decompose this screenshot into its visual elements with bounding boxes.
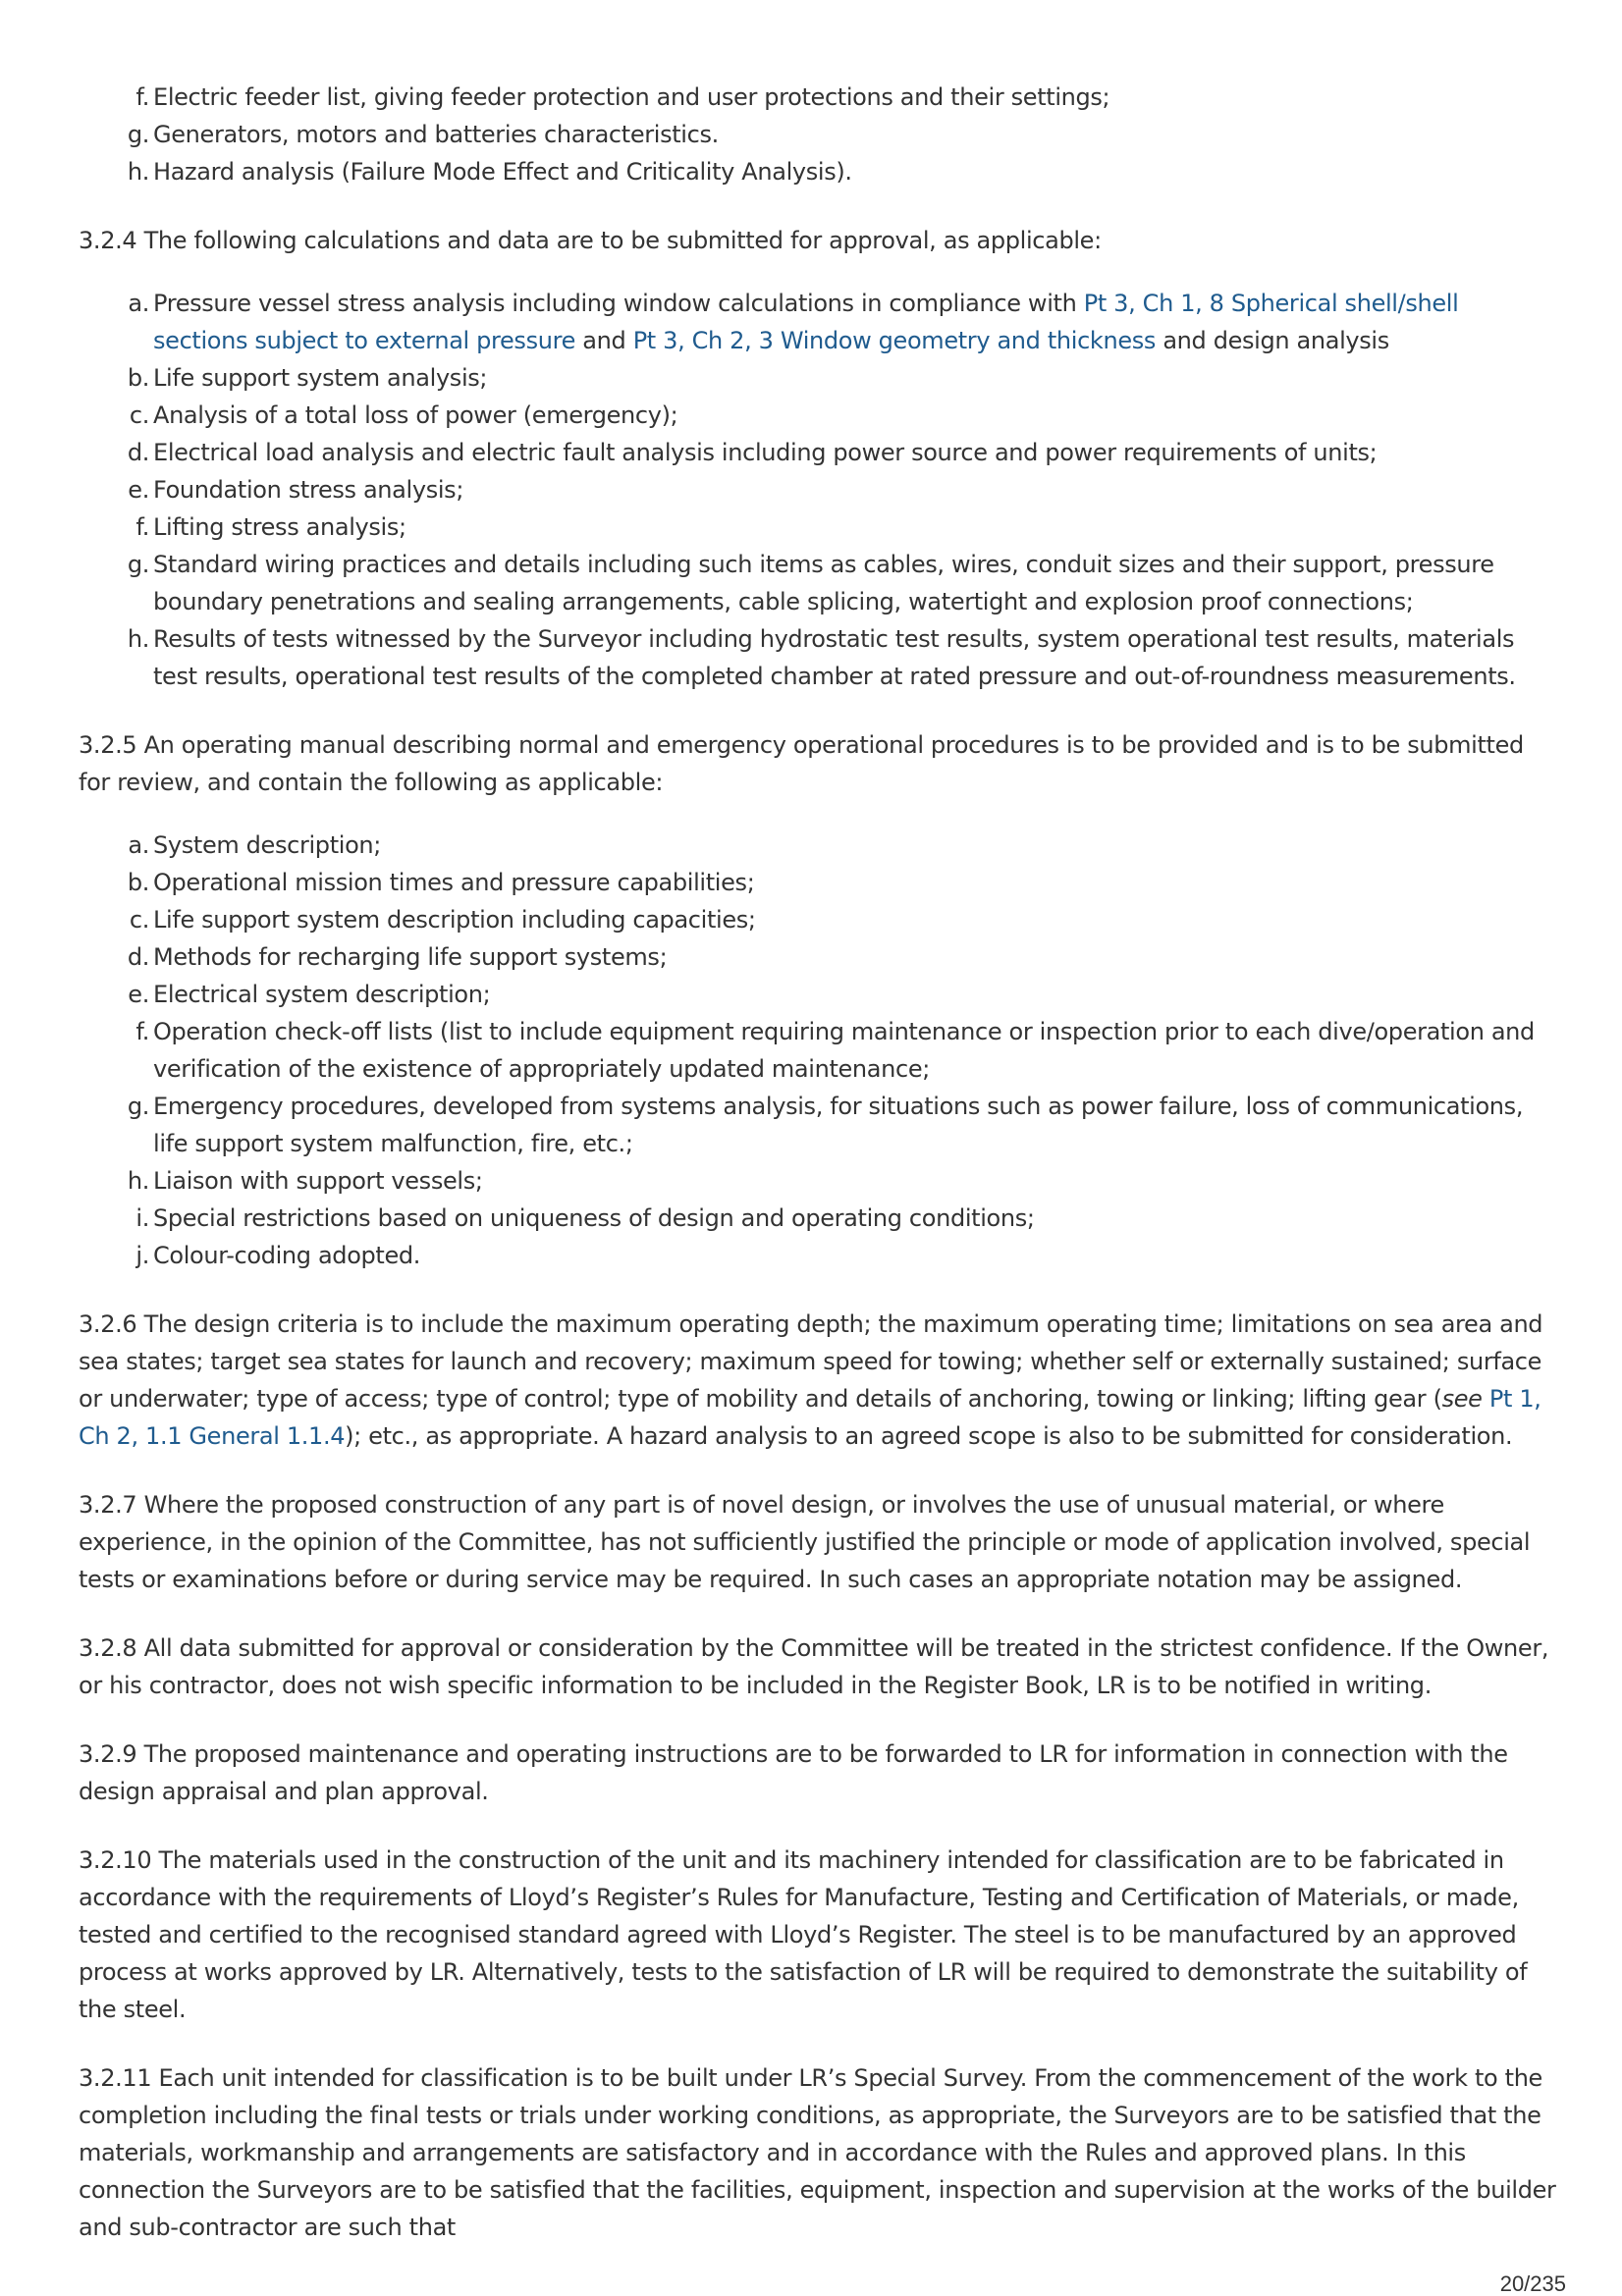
list-item <box>79 1200 1556 1237</box>
link-pt3-ch1-8[interactable]: Pt 3, Ch 1, 8 Spherical shell/shell sections subject to external pressure <box>153 290 1459 354</box>
list-3-2-5 <box>79 827 1556 1274</box>
list-item-text: Analysis of a total loss of power (emergency); <box>153 401 678 429</box>
list-item <box>79 359 1556 397</box>
paragraph-3-2-10: 3.2.10 The materials used in the construction of the unit and its machinery intended for classification are to be fabricated in accordance with the requirements of Lloyd’s Register’s Rules for Manufacture, Testing and Certification of Materials, or made, tested and certified to the recognised standard agreed with Lloyd’s Register. The steel is to be manufactured by an approved process at works approved by LR. Alternatively, tests to the satisfaction of LR will be required to demonstrate the suitability of the steel. <box>79 1846 1528 2023</box>
list-marker: b. <box>127 869 149 896</box>
list-item-text: Special restrictions based on uniqueness of design and operating conditions; <box>153 1204 1035 1232</box>
list-marker: a. <box>128 831 149 859</box>
list-item-text: Lifting stress analysis; <box>153 513 406 541</box>
list-item <box>79 153 1556 190</box>
list-item <box>79 620 1556 695</box>
document-page <box>79 79 1556 2246</box>
list-item-text: Colour-coding adopted. <box>153 1242 421 1269</box>
list-item <box>79 901 1556 938</box>
list-item-text: Operation check-off lists (list to include equipment requiring maintenance or inspection prior to each dive/operation and verification of the existence of appropriately updated maintenance; <box>153 1018 1535 1083</box>
list-item <box>79 397 1556 434</box>
list-marker: h. <box>127 158 149 186</box>
list-item <box>79 938 1556 976</box>
list-item-text: Generators, motors and batteries characteristics. <box>153 121 719 148</box>
paragraph-3-2-6 <box>79 1306 1556 1455</box>
list-item-text: Life support system description including capacities; <box>153 906 756 934</box>
list-item-text: Emergency procedures, developed from systems analysis, for situations such as power failure, loss of communications, life support system malfunction, fire, etc.; <box>153 1093 1524 1157</box>
list-item <box>79 827 1556 864</box>
list-marker: i. <box>135 1204 149 1232</box>
list-item-text-post: and design analysis <box>1156 327 1389 354</box>
list-item-text: Life support system analysis; <box>153 364 488 392</box>
list-item-text: Results of tests witnessed by the Surveyor including hydrostatic test results, system operational test results, materials test results, operational test results of the completed chamber at rated pressure and out-of-roundness measurements. <box>153 625 1516 690</box>
list-item-text: Foundation stress analysis; <box>153 476 464 504</box>
list-item <box>79 1013 1556 1088</box>
list-item-text-mid: and <box>575 327 633 354</box>
paragraph-3-2-11: 3.2.11 Each unit intended for classification is to be built under LR’s Special Survey. From the commencement of the work to the completion including the final tests or trials under working conditions, as appropriate, the Surveyors are to be satisfied that the materials, workmanship and arrangements are satisfactory and in accordance with the Rules and approved plans. In this connection the Surveyors are to be satisfied that the facilities, equipment, inspection and supervision at the works of the builder and sub-contractor are such that <box>79 2064 1556 2241</box>
list-item <box>79 79 1556 116</box>
list-3-2-4 <box>79 285 1556 695</box>
link-pt1-ch2-1-1[interactable]: Pt 1, Ch 2, 1.1 General 1.1.4 <box>79 1385 1541 1450</box>
list-item <box>79 546 1556 620</box>
list-marker: c. <box>129 401 149 429</box>
list-marker: f. <box>135 1018 149 1045</box>
page-number: 20/235 <box>1499 2271 1566 2296</box>
list-marker: j. <box>135 1242 149 1269</box>
list-item-text: Operational mission times and pressure capabilities; <box>153 869 755 896</box>
list-item <box>79 864 1556 901</box>
link-pt3-ch2-3[interactable]: Pt 3, Ch 2, 3 Window geometry and thickness <box>632 327 1157 354</box>
paragraph-3-2-5: 3.2.5 An operating manual describing normal and emergency operational procedures is to be provided and is to be submitted for review, and contain the following as applicable: <box>79 731 1524 796</box>
list-marker: f. <box>135 513 149 541</box>
list-item <box>79 508 1556 546</box>
list-marker: g. <box>127 121 149 148</box>
list-item <box>79 1237 1556 1274</box>
list-marker: f. <box>135 83 149 111</box>
list-item <box>79 1162 1556 1200</box>
see-reference-label: see <box>1441 1385 1483 1413</box>
paragraph-text-pre: 3.2.6 The design criteria is to include the maximum operating depth; the maximum operating time; limitations on sea area and sea states; target sea states for launch and recovery; maximum speed for towing; whether self or externally sustained; surface or underwater; type of access; type of control; type of mobility and details of anchoring, towing or linking; lifting gear ( <box>79 1310 1543 1413</box>
list-item-text: Methods for recharging life support systems; <box>153 943 668 971</box>
list-marker: e. <box>128 981 149 1008</box>
list-item-text: Liaison with support vessels; <box>153 1167 483 1195</box>
paragraph-3-2-8: 3.2.8 All data submitted for approval or consideration by the Committee will be treated in the strictest confidence. If the Owner, or his contractor, does not wish specific information to be included in the Register Book, LR is to be notified in writing. <box>79 1634 1549 1699</box>
list-item <box>79 976 1556 1013</box>
list-marker: d. <box>127 439 149 466</box>
list-item-text: Standard wiring practices and details including such items as cables, wires, conduit sizes and their support, pressure boundary penetrations and sealing arrangements, cable splicing, watertight and explosion proof connections; <box>153 551 1494 615</box>
paragraph-text-post: ); etc., as appropriate. A hazard analysis to an agreed scope is also to be submitted for consideration. <box>345 1422 1513 1450</box>
paragraph-3-2-9: 3.2.9 The proposed maintenance and operating instructions are to be forwarded to LR for information in connection with the design appraisal and plan approval. <box>79 1740 1508 1805</box>
list-item-text: Hazard analysis (Failure Mode Effect and Criticality Analysis). <box>153 158 852 186</box>
list-marker: c. <box>129 906 149 934</box>
list-marker: d. <box>127 943 149 971</box>
list-item-text: Electric feeder list, giving feeder protection and user protections and their settings; <box>153 83 1110 111</box>
list-marker: e. <box>128 476 149 504</box>
list-previous-items <box>79 79 1556 190</box>
list-item-text: Electrical system description; <box>153 981 491 1008</box>
list-item-text-pre: Pressure vessel stress analysis including window calculations in compliance with <box>153 290 1084 317</box>
list-item <box>79 1088 1556 1162</box>
list-item <box>79 471 1556 508</box>
list-marker: h. <box>127 625 149 653</box>
list-item <box>79 116 1556 153</box>
paragraph-3-2-7: 3.2.7 Where the proposed construction of any part is of novel design, or involves the use of unusual material, or where experience, in the opinion of the Committee, has not sufficiently justified the principle or mode of application involved, special tests or examinations before or during service may be required. In such cases an appropriate notation may be assigned. <box>79 1491 1531 1593</box>
list-marker: h. <box>127 1167 149 1195</box>
list-marker: g. <box>127 551 149 578</box>
list-item-text: System description; <box>153 831 382 859</box>
list-marker: g. <box>127 1093 149 1120</box>
list-marker: b. <box>127 364 149 392</box>
list-item <box>79 285 1556 359</box>
list-item-text: Electrical load analysis and electric fault analysis including power source and power requirements of units; <box>153 439 1378 466</box>
list-item <box>79 434 1556 471</box>
list-marker: a. <box>128 290 149 317</box>
paragraph-3-2-4: 3.2.4 The following calculations and data are to be submitted for approval, as applicable: <box>79 227 1102 254</box>
